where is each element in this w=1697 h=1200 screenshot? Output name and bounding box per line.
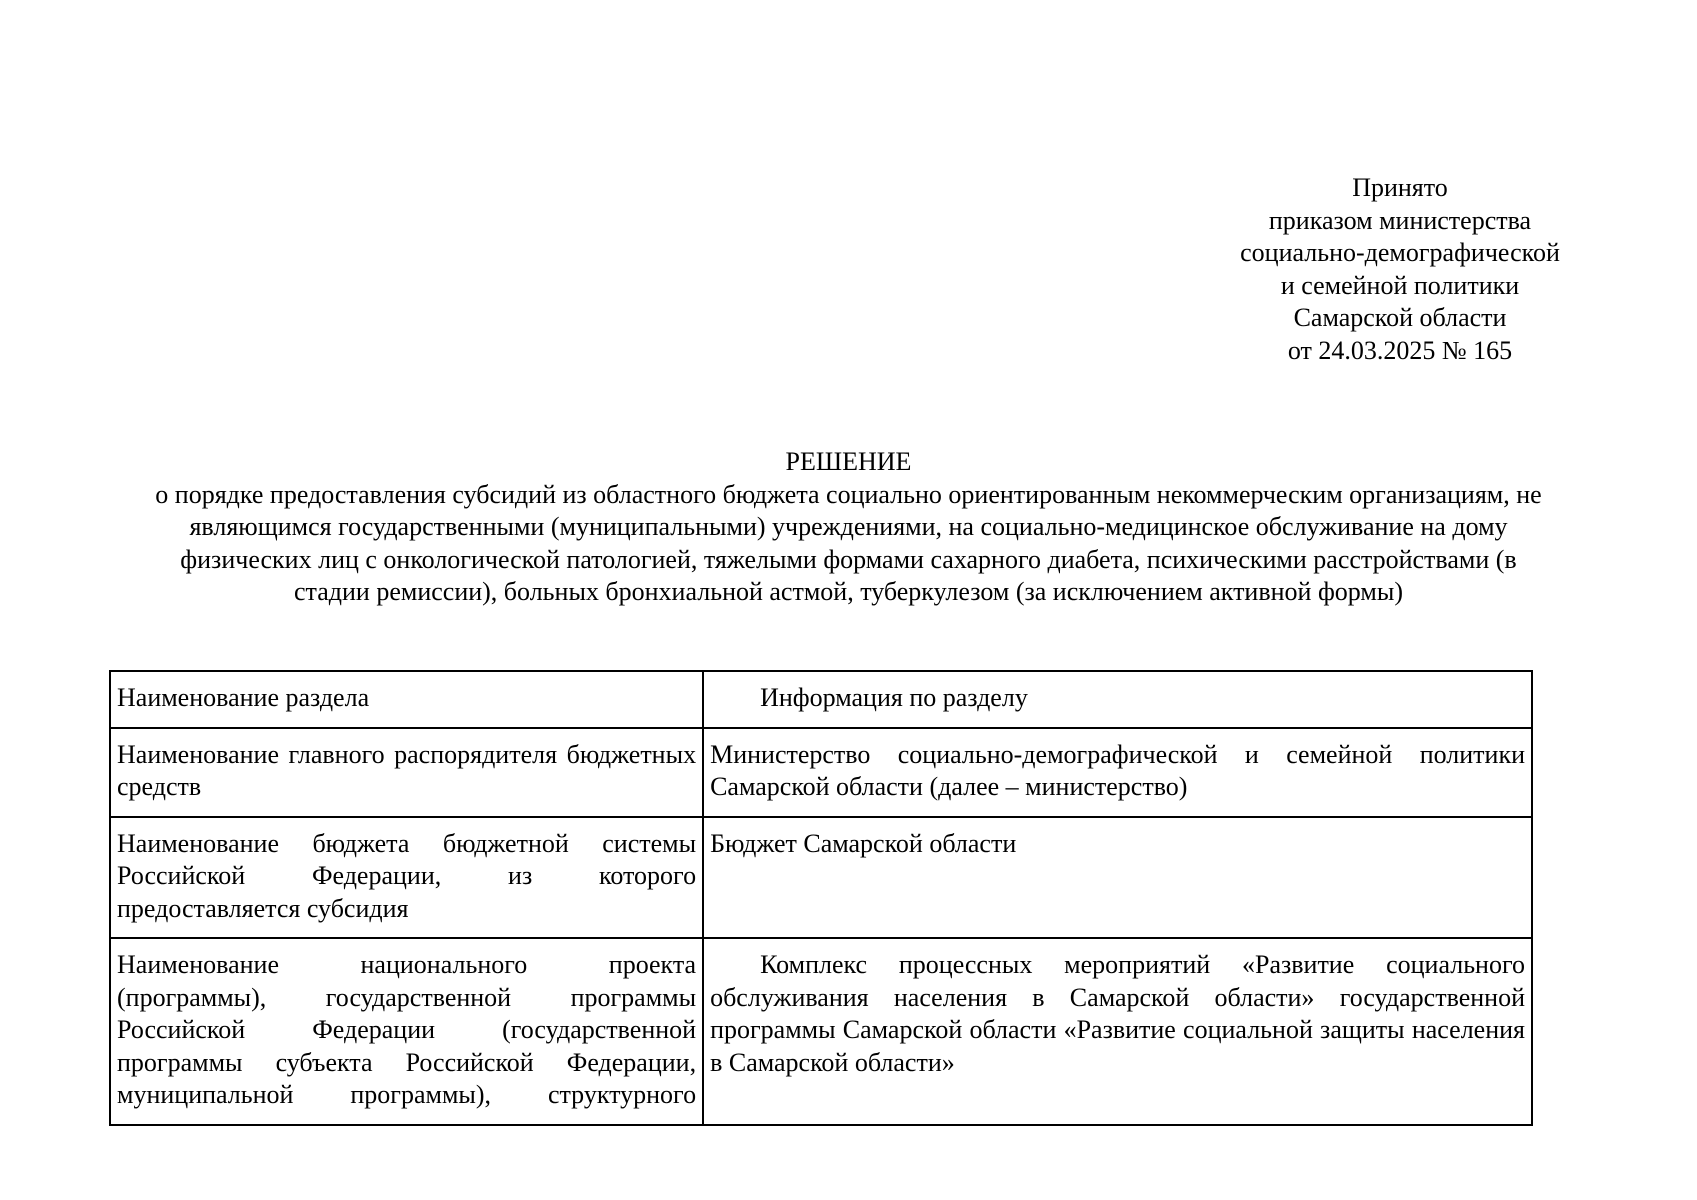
section-info-cell: Бюджет Самарской области (703, 817, 1532, 939)
section-info-cell: Министерство социально-демографической и семейной политики Самарской области (далее – министерство) (703, 728, 1532, 817)
info-table (109, 670, 1533, 1126)
header-cell-info: Информация по разделу (703, 671, 1532, 728)
approval-line: приказом министерства (1268, 205, 1532, 235)
section-info-cell: Комплекс процессных мероприятий «Развитие социального обслуживания населения в Самарской области» государственной программы Самарской области «Развитие социальной защиты населения в Самарской области» (703, 938, 1532, 1125)
approval-date-number: от 24.03.2025 № 165 (1287, 335, 1513, 365)
section-name-cell: Наименование бюджета бюджетной системы Российской Федерации, из которого предоставляется субсидия (110, 817, 703, 939)
approval-line: Самарской области (1293, 303, 1507, 332)
table-row (110, 938, 1532, 1125)
table-row (110, 728, 1532, 817)
section-name-cell: Наименование главного распорядителя бюджетных средств (110, 728, 703, 817)
section-name-text: Наименование национального проекта (программы), государственной программы Российской Федерации (государственной программы субъекта Российской Федерации, муниципальной программы), структурного (117, 950, 697, 1109)
header-cell-section: Наименование раздела (110, 671, 703, 728)
table-header-row (110, 671, 1532, 728)
approval-line: социально-демографической (1240, 238, 1560, 267)
section-name-cell (110, 938, 703, 1125)
approval-line: Принято (1352, 173, 1448, 202)
approval-stamp (1180, 172, 1620, 367)
approval-line: и семейной политики (1280, 270, 1520, 300)
document-heading: РЕШЕНИЕ (785, 447, 912, 476)
document-title (120, 446, 1577, 609)
table-row (110, 817, 1532, 939)
document-subtitle: о порядке предоставления субсидий из областного бюджета социально ориентированным некоммерческим организациям, не являющимся государственными (муниципальными) учреждениями, на социально-медицинское обслуживание на дому физических лиц с онкологической патологией, тяжелыми формами сахарного диабета, психическими расстройствами (в стадии ремиссии), больных бронхиальной астмой, туберкулезом (за исключением активной формы) (155, 479, 1542, 606)
